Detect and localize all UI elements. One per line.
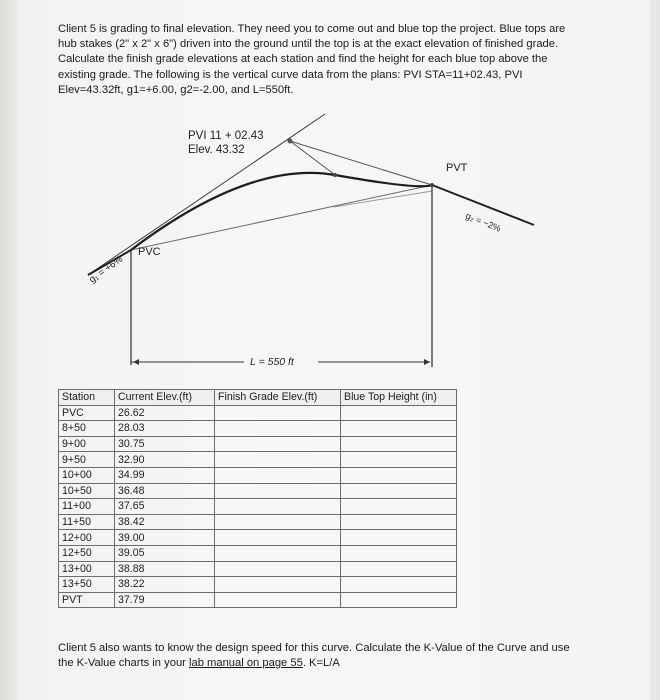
current-elev-cell: 39.05	[115, 545, 215, 561]
vertical-curve	[131, 173, 432, 250]
footer-suffix: . K=L/A	[302, 657, 340, 670]
current-elev-cell: 36.48	[115, 483, 215, 499]
intro-line: existing grade. The following is the vertical curve data from the plans: PVI STA=11+02.43, PVI	[58, 68, 523, 81]
current-elev-cell: 34.99	[115, 467, 215, 483]
finish-grade-cell[interactable]	[215, 421, 341, 437]
intro-line: hub stakes (2" x 2" x 6") driven into the ground until the top is at the exact elevation of finished grade.	[58, 38, 559, 51]
chord-line	[131, 185, 432, 250]
table-row	[59, 436, 457, 452]
station-cell: PVC	[59, 405, 115, 421]
station-cell: 9+50	[59, 452, 115, 468]
blue-top-cell[interactable]	[341, 592, 457, 608]
mid-ordinate-line	[290, 141, 335, 175]
current-elev-cell: 37.65	[115, 499, 215, 515]
pvi-elevation-label: Elev. 43.32	[188, 144, 245, 156]
blue-top-cell[interactable]	[341, 514, 457, 530]
station-cell: 11+50	[59, 514, 115, 530]
station-cell: 11+00	[59, 499, 115, 515]
table-row	[59, 483, 457, 499]
intro-line: Elev=43.32ft, g1=+6.00, g2=-2.00, and L=550ft.	[58, 83, 294, 96]
finish-grade-cell[interactable]	[215, 577, 341, 593]
header-station: Station	[59, 390, 115, 406]
station-cell: PVT	[59, 592, 115, 608]
pvc-label: PVC	[138, 246, 161, 258]
finish-grade-cell[interactable]	[215, 561, 341, 577]
blue-top-cell[interactable]	[341, 499, 457, 515]
station-cell: 9+00	[59, 436, 115, 452]
current-elev-cell: 38.88	[115, 561, 215, 577]
header-current-elev: Current Elev.(ft)	[115, 390, 215, 406]
blue-top-cell[interactable]	[341, 467, 457, 483]
station-cell: 8+50	[59, 421, 115, 437]
finish-grade-cell[interactable]	[215, 530, 341, 546]
intro-line: Client 5 is grading to final elevation. They need you to come out and blue top the project. Blue tops are	[58, 23, 566, 35]
station-cell: 13+50	[59, 577, 115, 593]
current-elev-cell: 26.62	[115, 405, 215, 421]
header-blue-top: Blue Top Height (in)	[341, 390, 457, 406]
finish-grade-cell[interactable]	[215, 499, 341, 515]
footer-line	[58, 656, 618, 671]
station-cell: 10+50	[59, 483, 115, 499]
station-cell: 12+00	[59, 530, 115, 546]
pvi-station-label: PVI 11 + 02.43	[188, 130, 264, 142]
current-elev-cell: 32.90	[115, 452, 215, 468]
finish-grade-cell[interactable]	[215, 545, 341, 561]
table-row	[59, 592, 457, 608]
footer-line: Client 5 also wants to know the design speed for this curve. Calculate the K-Value of the Curve and use	[58, 642, 570, 654]
header-finish-grade: Finish Grade Elev.(ft)	[215, 390, 341, 406]
blue-top-cell[interactable]	[341, 405, 457, 421]
blue-top-cell[interactable]	[341, 577, 457, 593]
dimension-arrow-left	[133, 359, 139, 365]
blue-top-cell[interactable]	[341, 545, 457, 561]
table-row	[59, 467, 457, 483]
pvt-label: PVT	[446, 162, 468, 174]
station-cell: 10+00	[59, 467, 115, 483]
table-row	[59, 421, 457, 437]
current-elev-cell: 38.42	[115, 514, 215, 530]
table-row	[59, 514, 457, 530]
current-elev-cell: 28.03	[115, 421, 215, 437]
table-row	[59, 561, 457, 577]
finish-grade-cell[interactable]	[215, 514, 341, 530]
footer-prefix: the K-Value charts in your	[58, 657, 189, 670]
current-elev-cell: 37.79	[115, 592, 215, 608]
dimension-arrow-right	[424, 359, 430, 365]
finish-grade-cell[interactable]	[215, 405, 341, 421]
g2-grade-label: g₂ = −2%	[464, 210, 503, 234]
table-row	[59, 452, 457, 468]
blue-top-cell[interactable]	[341, 421, 457, 437]
blue-top-cell[interactable]	[341, 452, 457, 468]
station-cell: 13+00	[59, 561, 115, 577]
current-elev-cell: 30.75	[115, 436, 215, 452]
k-value-question	[58, 641, 618, 671]
blue-top-cell[interactable]	[341, 530, 457, 546]
finish-grade-cell[interactable]	[215, 483, 341, 499]
intro-line: Calculate the finish grade elevations at each station and find the height for each blue top above the	[58, 53, 548, 66]
finish-grade-cell[interactable]	[215, 592, 341, 608]
curve-length-label: L = 550 ft	[250, 356, 294, 368]
table-header-row	[59, 390, 457, 406]
grade-table	[58, 389, 457, 608]
g1-grade-label: g₁ = +6%	[87, 253, 125, 286]
finish-grade-cell[interactable]	[215, 436, 341, 452]
pvi-point	[288, 139, 293, 144]
blue-top-cell[interactable]	[341, 436, 457, 452]
blue-top-cell[interactable]	[341, 483, 457, 499]
table-row	[59, 499, 457, 515]
lower-extension-line	[334, 191, 432, 207]
curve-midpoint	[333, 173, 337, 177]
table-row	[59, 530, 457, 546]
finish-grade-cell[interactable]	[215, 467, 341, 483]
station-cell: 12+50	[59, 545, 115, 561]
lab-manual-link[interactable]: lab manual on page 55	[189, 657, 303, 670]
table-row	[59, 545, 457, 561]
current-elev-cell: 38.22	[115, 577, 215, 593]
table-row	[59, 577, 457, 593]
current-elev-cell: 39.00	[115, 530, 215, 546]
finish-grade-cell[interactable]	[215, 452, 341, 468]
blue-top-cell[interactable]	[341, 561, 457, 577]
table-row	[59, 405, 457, 421]
